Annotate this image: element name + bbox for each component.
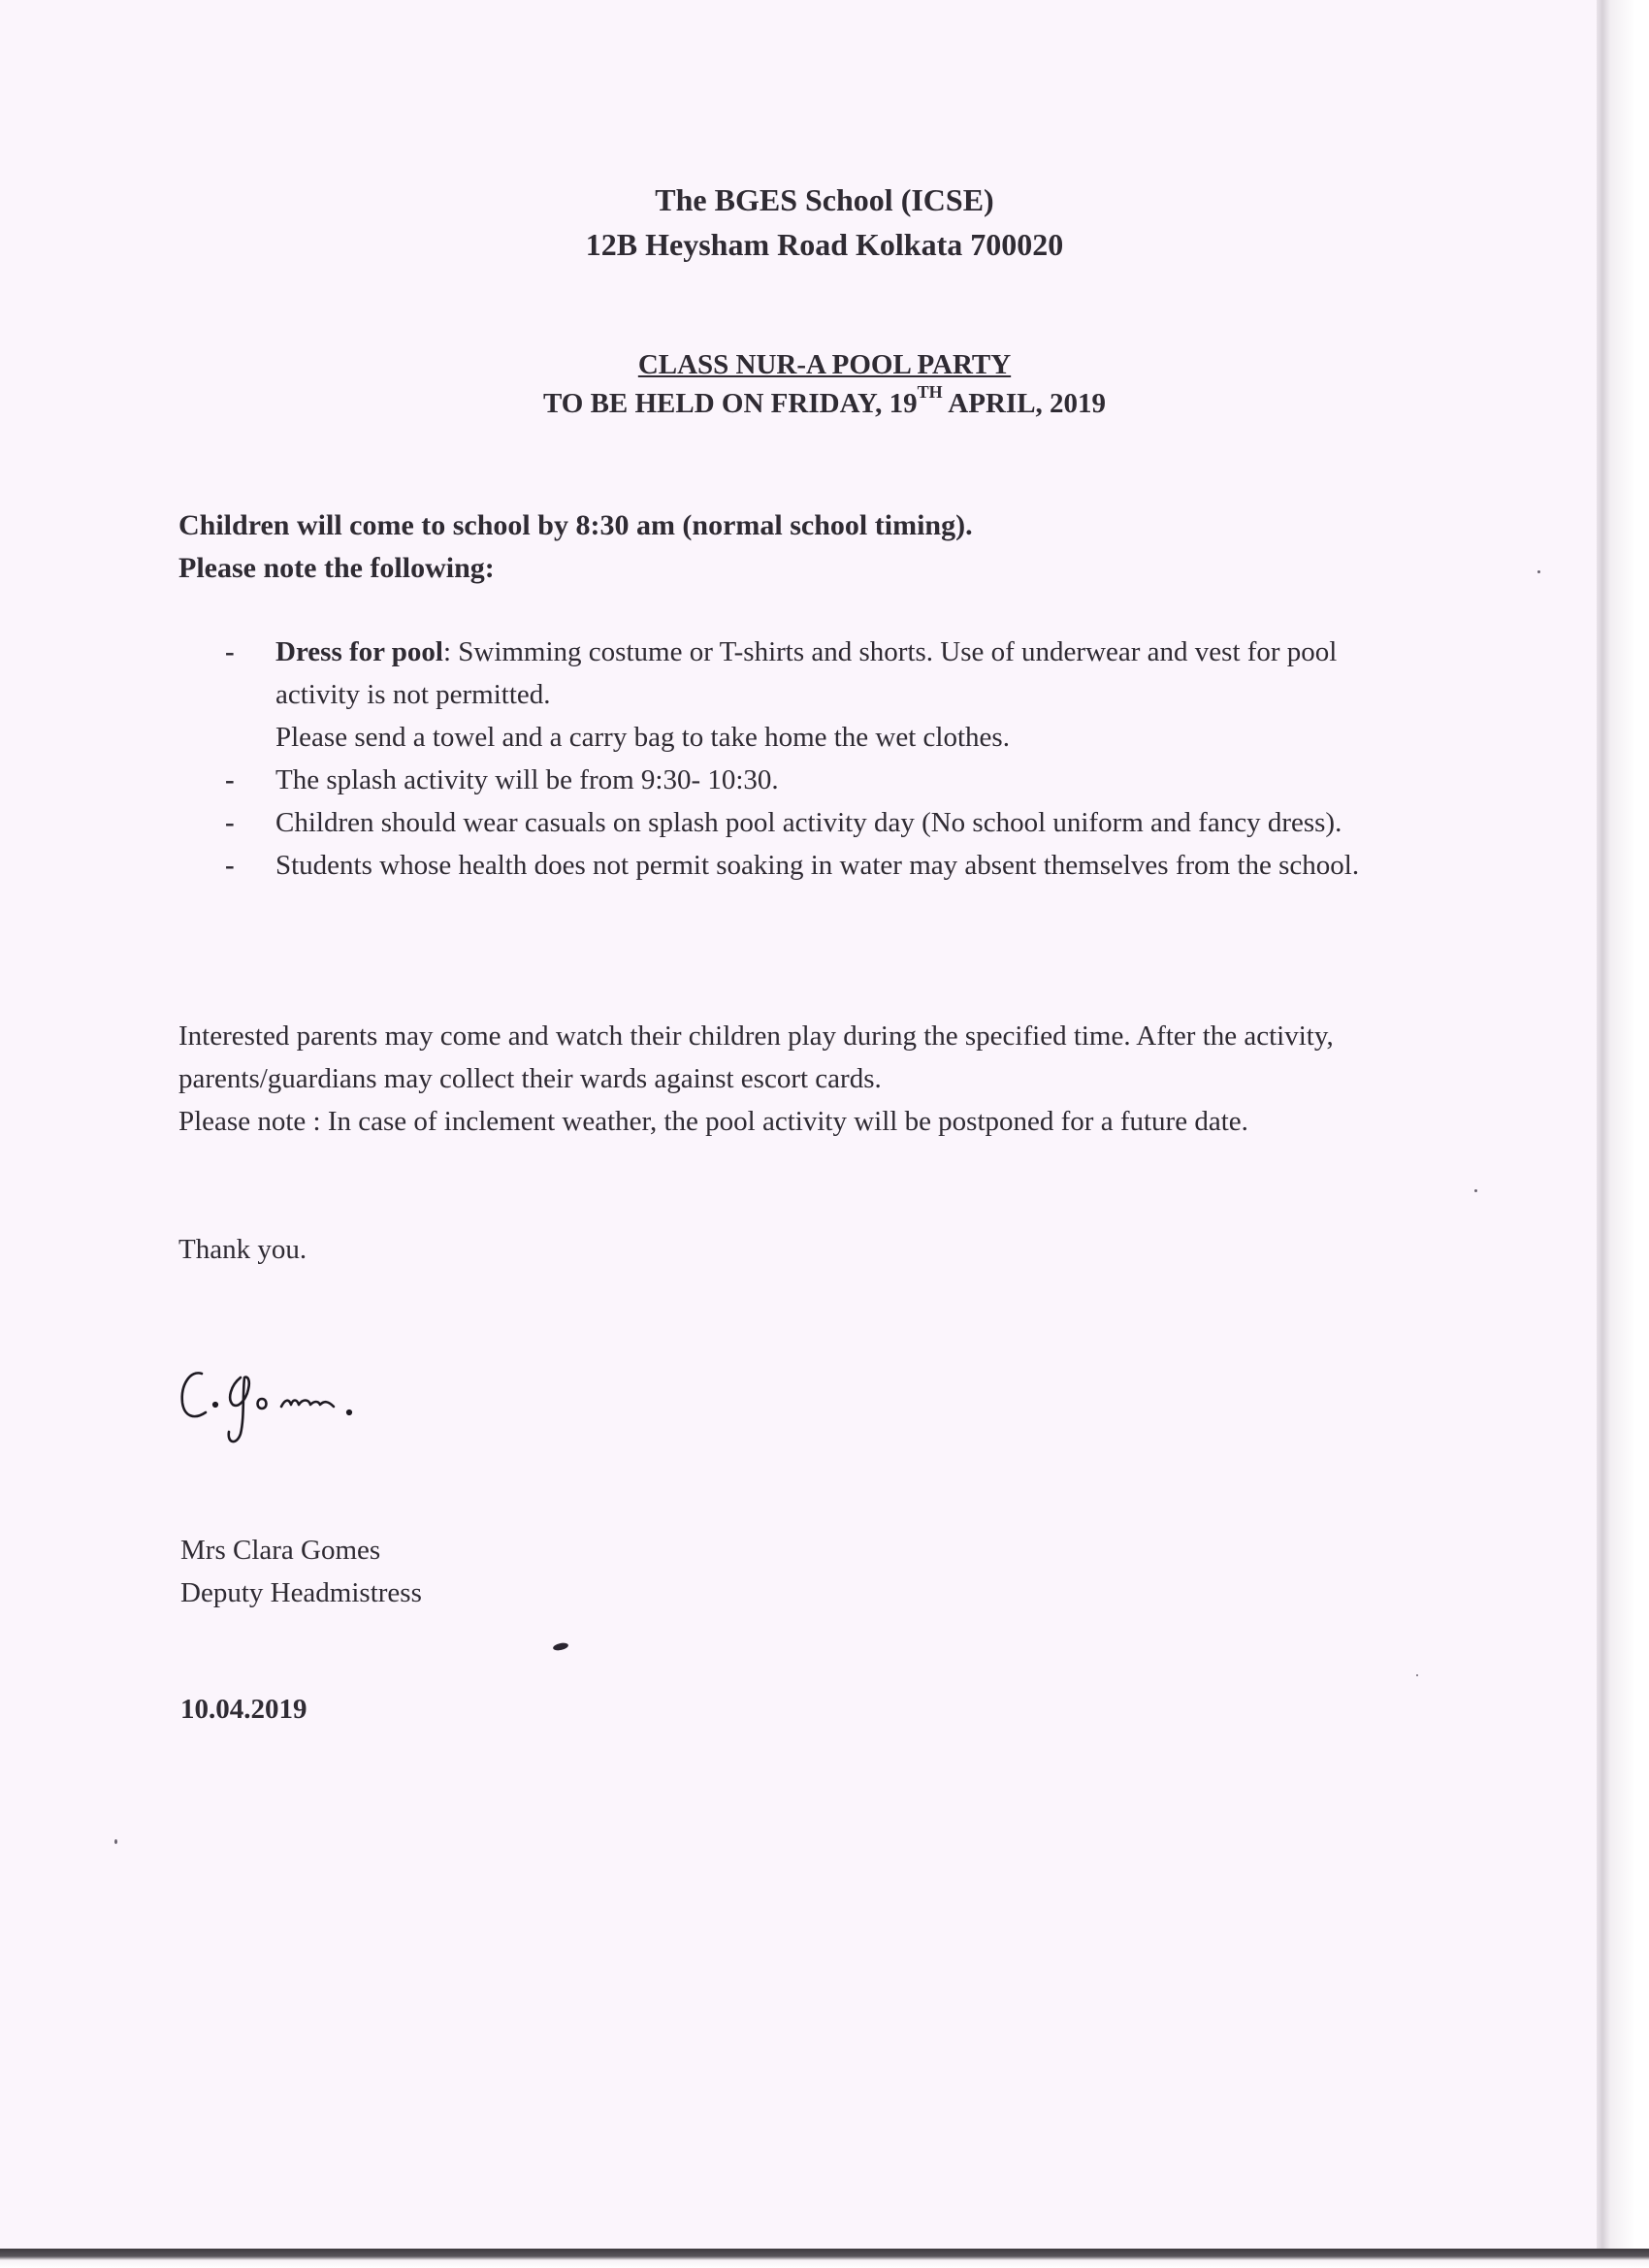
bullet-dash: - bbox=[225, 850, 235, 881]
list-item bbox=[225, 631, 1418, 759]
notice-title-text: CLASS NUR-A POOL PARTY bbox=[637, 349, 1012, 380]
dress-for-pool-label: Dress for pool bbox=[275, 636, 443, 667]
handwritten-signature bbox=[173, 1356, 435, 1443]
dress-for-pool-text: : Swimming costume or T-shirts and shorts. Use of underwear and vest for pool activity is not permitted. bbox=[275, 636, 1338, 710]
instructions-list bbox=[225, 631, 1418, 887]
school-name: The BGES School (ICSE) bbox=[655, 182, 994, 217]
event-date-suffix: APRIL, 2019 bbox=[942, 388, 1107, 419]
list-item bbox=[225, 844, 1418, 887]
arrival-time-note: Children will come to school by 8:30 am (normal school timing). bbox=[178, 509, 973, 541]
event-date-suffix-sup: TH bbox=[917, 382, 943, 403]
bullet-dash: - bbox=[225, 764, 235, 795]
page-edge bbox=[1597, 0, 1649, 2268]
bullet-dash: - bbox=[225, 807, 235, 838]
notice-title bbox=[0, 347, 1649, 382]
parents-paragraph: Interested parents may come and watch their children play during the specified time. After the activity, parents/guardians may collect their wards against escort cards. bbox=[178, 1021, 1334, 1094]
signatory-designation: Deputy Headmistress bbox=[180, 1577, 422, 1608]
dust-speck bbox=[114, 1839, 117, 1844]
bullet-dash: - bbox=[225, 636, 235, 667]
health-note: Students whose health does not permit soaking in water may absent themselves from the school. bbox=[275, 850, 1360, 881]
please-note-heading: Please note the following: bbox=[178, 552, 495, 584]
signatory-name: Mrs Clara Gomes bbox=[180, 1535, 381, 1566]
event-date-line bbox=[0, 382, 1649, 421]
splash-timing: The splash activity will be from 9:30- 10:30. bbox=[275, 764, 779, 795]
list-item bbox=[225, 801, 1418, 844]
towel-note: Please send a towel and a carry bag to take home the wet clothes. bbox=[275, 722, 1010, 753]
letter-date: 10.04.2019 bbox=[180, 1694, 307, 1725]
list-item bbox=[225, 759, 1418, 801]
dust-speck bbox=[1416, 1674, 1418, 1676]
event-date-prefix: TO BE HELD ON FRIDAY, 19 bbox=[542, 388, 918, 419]
dress-code-note: Children should wear casuals on splash pool activity day (No school uniform and fancy dress). bbox=[275, 807, 1342, 838]
scan-bottom-edge bbox=[0, 2249, 1649, 2268]
dust-speck bbox=[1474, 1189, 1477, 1192]
dust-speck bbox=[1537, 570, 1540, 573]
school-address: 12B Heysham Road Kolkata 700020 bbox=[585, 227, 1064, 262]
thank-you: Thank you. bbox=[178, 1234, 307, 1265]
weather-paragraph: Please note : In case of inclement weather, the pool activity will be postponed for a future date. bbox=[178, 1106, 1248, 1137]
